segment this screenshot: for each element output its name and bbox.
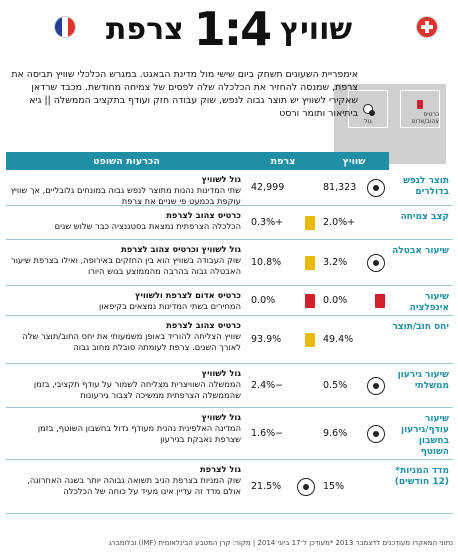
table-row xyxy=(6,240,453,286)
header-switzerland: שוויץ xyxy=(319,152,389,170)
match-title xyxy=(106,2,352,56)
switzerland-value: 9.6% xyxy=(323,428,348,439)
table-row xyxy=(6,206,453,240)
verdict-heading: גול לשוויץ וכרטיס צהוב לצרפת xyxy=(121,244,241,254)
metric-label: שיעור עודף/גירעון בחשבון השוטף xyxy=(401,414,449,457)
yellow-card-icon xyxy=(305,256,315,270)
ball-icon xyxy=(367,179,385,197)
legend-card-label: כרטיס צהוב/אדום xyxy=(411,111,439,125)
verdict-cell xyxy=(6,170,247,205)
team-switzerland: שוויץ xyxy=(280,11,353,47)
switzerland-cell xyxy=(319,286,389,315)
france-value: 93.9% xyxy=(251,334,282,345)
france-cell xyxy=(247,206,319,239)
intro-text: אימפריית השעונים תשחק ביום שישי מול מדינת הבאגט. במגרש הכלכלי שוויץ תביסה את צרפת, שמנסה להחזיר את הכלכלה שלה לפסים של צמיחה מחודשת. מכבד שרדאן שאקירי לשוויץ יש תוצר גבוה לנפש, שוק עבודה חזק ועודף בתקציב הממשלה || גיא ביתיאור ותומר ורסט xyxy=(11,69,358,119)
verdict-text: המחירים בשתי המדינות נמצאים בקיפאון xyxy=(99,301,241,311)
comparison-table xyxy=(6,152,453,514)
header-label-cell xyxy=(389,152,453,170)
france-cell xyxy=(247,170,319,205)
table-row xyxy=(6,170,453,206)
switzerland-value: 0.5% xyxy=(323,380,348,391)
france-value: 1.6%− xyxy=(251,428,284,439)
switzerland-value: 81,323 xyxy=(323,182,357,193)
table-body xyxy=(6,170,453,514)
verdict-heading: גול לשוויץ xyxy=(201,412,241,422)
metric-label: שיעור גירעון ממשלתי xyxy=(397,370,449,391)
france-value: 21.5% xyxy=(251,481,282,492)
verdict-text: שוויץ הצליחה להוריד באופן משמעותי את יחס החוב/תוצר שלה לאורך השנים. צרפת לעומתה סובלת מחוב גבוה xyxy=(22,331,241,352)
ball-icon xyxy=(363,104,373,114)
yellow-card-icon xyxy=(305,333,315,347)
verdict-text: הכלכלה הצרפתית נמצאת בסטגנציה כבר שלוש שנים xyxy=(54,221,241,231)
verdict-text: שוק העבודה בשוויץ הוא בין החזקים באירופה, ואילו בצרפת שיעור האבטלה גבוה בהרבה מהממוצע בגוש היורו xyxy=(11,255,241,276)
verdict-heading: כרטיס אדום לצרפת ולשוויץ xyxy=(135,290,241,300)
switzerland-cell xyxy=(319,364,389,407)
ball-icon xyxy=(367,425,385,443)
metric-label: תוצר לנפש בדולרים xyxy=(403,176,449,197)
france-cell xyxy=(247,286,319,315)
header-verdict: הכרעות השופט xyxy=(6,152,247,170)
switzerland-value: 0.0% xyxy=(323,295,348,306)
verdict-cell xyxy=(6,206,247,239)
france-cell xyxy=(247,408,319,459)
france-value: 42,999 xyxy=(251,182,285,193)
verdict-cell xyxy=(6,460,247,513)
red-card-icon xyxy=(305,294,315,308)
yellow-card-icon xyxy=(305,216,315,230)
table-row xyxy=(6,364,453,408)
verdict-heading: כרטיס צהוב לצרפת xyxy=(166,210,241,220)
france-cell xyxy=(247,316,319,363)
header-france: צרפת xyxy=(247,152,319,170)
france-value: 10.8% xyxy=(251,257,282,268)
table-row xyxy=(6,408,453,460)
switzerland-cell xyxy=(319,316,389,363)
france-value: 0.0% xyxy=(251,295,276,306)
verdict-text: הממשלה השוויצרית מצליחה לשמור על עודף תקציבי, בזמן שהממשלה הצרפתית ממשיכה לצבור גירעונות xyxy=(33,379,241,400)
switzerland-value: 2.0%+ xyxy=(323,217,356,228)
switzerland-cell xyxy=(319,408,389,459)
verdict-heading: כרטיס צהוב לצרפת xyxy=(166,320,241,330)
card-icon xyxy=(417,100,423,109)
metric-label: שיעור אבטלה xyxy=(392,246,449,256)
french-flag-icon xyxy=(54,16,76,38)
verdict-heading: גול לשוויץ xyxy=(201,174,241,184)
table-row xyxy=(6,460,453,514)
verdict-cell xyxy=(6,408,247,459)
table-row xyxy=(6,316,453,364)
switzerland-cell xyxy=(319,170,389,205)
verdict-cell xyxy=(6,364,247,407)
verdict-cell xyxy=(6,316,247,363)
switzerland-value: 15% xyxy=(323,481,345,492)
verdict-cell xyxy=(6,240,247,285)
swiss-flag-icon xyxy=(416,16,438,38)
france-cell xyxy=(247,364,319,407)
score: 1:4 xyxy=(193,2,271,56)
metric-label: קצב צמיחה xyxy=(400,212,449,222)
metric-label: שיעור אינפלציה xyxy=(409,292,449,313)
table-row xyxy=(6,286,453,316)
switzerland-cell xyxy=(319,206,389,239)
header xyxy=(0,0,458,58)
verdict-text: שוק המניות בצרפת הניב תשואה גבוהה יותר בשנה האחרונה, אולם מדד זה עדיין אינו מעיד על כוחה של הכלכלה xyxy=(27,475,241,496)
switzerland-value: 3.2% xyxy=(323,257,348,268)
metric-label: מדד המניות* (12 חודשים) xyxy=(394,466,449,487)
france-value: 0.3%+ xyxy=(251,217,284,228)
france-cell xyxy=(247,460,319,513)
verdict-heading: גול לשוויץ xyxy=(201,368,241,378)
france-cell xyxy=(247,240,319,285)
metric-label: יחס חוב/תוצר xyxy=(392,322,449,332)
red-card-icon xyxy=(375,294,385,308)
verdict-cell xyxy=(6,286,247,315)
ball-icon xyxy=(367,254,385,272)
switzerland-value: 49.4% xyxy=(323,334,354,345)
verdict-text: שתי המדינות נהנות מתוצר לנפש גבוה במונחים גלובליים, אך שוויץ עוקפת בכמעט פי שניים את צרפת xyxy=(10,185,241,206)
ball-icon xyxy=(297,478,315,496)
table-header xyxy=(6,152,453,170)
team-france: צרפת xyxy=(105,11,184,47)
footer-source: נתוני המאקרו מעודכנים לדצמבר 2013 *מעודכן ל־17 ביוני 2014 | מקור: קרן המטבע הבינלאומית (IMF) ובלומברג xyxy=(108,539,453,547)
switzerland-cell xyxy=(319,460,389,513)
verdict-heading: גול לצרפת xyxy=(199,464,241,474)
france-value: 2.4%− xyxy=(251,380,284,391)
legend-goal-label: גול xyxy=(364,118,372,125)
verdict-text: המדינה האלפינית נהנית מעודף גדול בחשבון השוטף, בזמן שצרפת נאבקת בגירעון xyxy=(37,423,241,444)
ball-icon xyxy=(367,377,385,395)
switzerland-cell xyxy=(319,240,389,285)
